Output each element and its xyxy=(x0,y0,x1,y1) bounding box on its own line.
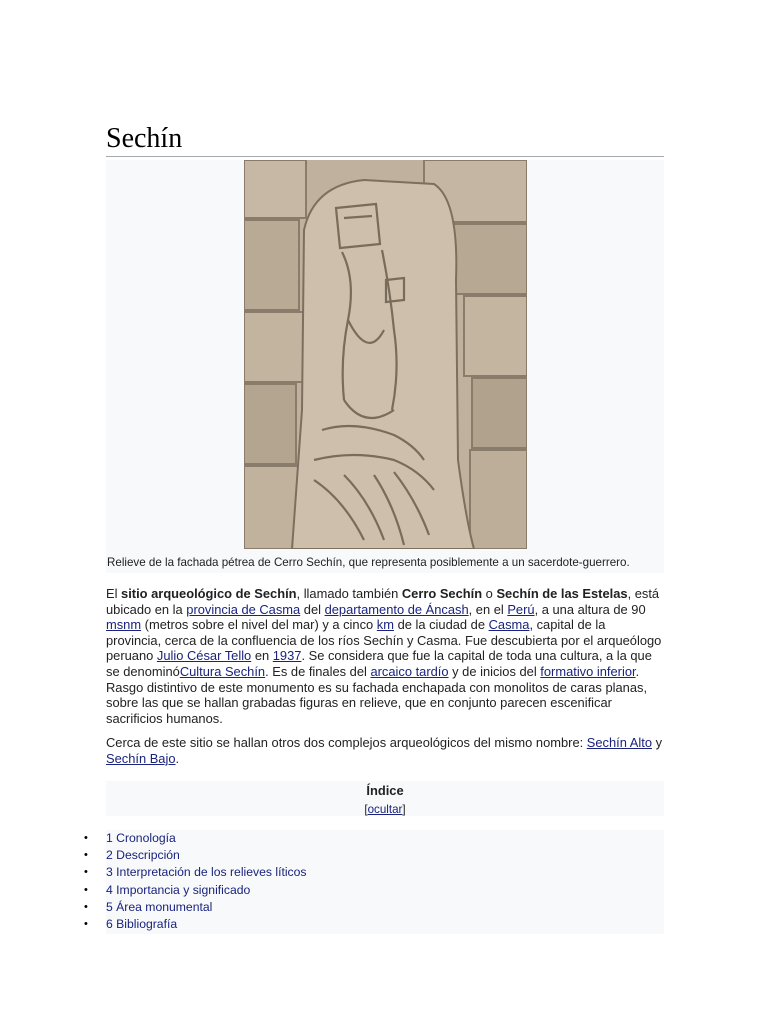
intro-paragraph xyxy=(106,586,664,726)
link-julio-cesar-tello[interactable]: Julio César Tello xyxy=(156,648,252,664)
text: , capital de la provincia, cerca de la confluencia de los ríos Sechín y Casma. Fue descubierta por el arqueólogo peruano xyxy=(106,617,662,664)
bracket: ] xyxy=(402,802,406,816)
link-arcaico-tardio[interactable]: arcaico tardío xyxy=(370,663,449,679)
bold-term: sitio arqueológico de Sechín xyxy=(121,586,297,601)
article xyxy=(106,122,664,816)
text: (metros sobre el nivel del mar) y a cinco xyxy=(141,617,377,633)
bold-term: Sechín de las Estelas xyxy=(496,586,628,601)
toc-list xyxy=(84,830,664,934)
link-formativo-inferior[interactable]: formativo inferior xyxy=(540,663,636,679)
text: . Se considera que fue la capital de toda una cultura, a la que se denominó xyxy=(106,648,652,679)
link-msnm[interactable]: msnm xyxy=(106,617,142,633)
bullet: • xyxy=(84,866,88,879)
text: del xyxy=(300,601,325,617)
text: , en el xyxy=(468,601,508,617)
toc-header xyxy=(106,781,664,816)
link-peru[interactable]: Perú xyxy=(507,601,535,617)
link-sechin-bajo[interactable]: Sechín Bajo xyxy=(106,750,176,766)
bullet: • xyxy=(84,849,88,862)
text: . xyxy=(175,750,180,766)
text: y xyxy=(652,735,663,751)
link-casma[interactable]: Casma xyxy=(488,617,530,633)
text: . Rasgo distintivo de este monumento es su fachada enchapada con monolitos de caras planas, sobre las que se hallan grabadas figuras en relieve, que en conjunto parecen escenificar sacrificios humanos. xyxy=(106,663,648,726)
image-caption: Relieve de la fachada pétrea de Cerro Sechín, que representa posiblemente a un sacerdote-guerrero. xyxy=(107,556,630,569)
toc-item-label: 4 Importancia y significado xyxy=(106,882,251,897)
bold-term: Cerro Sechín xyxy=(401,586,483,601)
bullet: • xyxy=(84,900,88,913)
toc-item[interactable] xyxy=(84,864,664,881)
text: en xyxy=(251,648,273,664)
toc-item-label: 2 Descripción xyxy=(106,848,180,863)
toc-item-label: 6 Bibliografía xyxy=(106,917,178,932)
title-divider xyxy=(106,156,664,157)
page-title: Sechín xyxy=(106,123,183,154)
link-provincia-de-casma[interactable]: provincia de Casma xyxy=(186,601,301,617)
text: , a una altura de 90 xyxy=(534,601,646,617)
toc-item[interactable] xyxy=(84,830,664,847)
toc-title: Índice xyxy=(366,782,404,798)
toc-toggle xyxy=(106,802,664,817)
toc-item-label: 3 Interpretación de los relieves líticos xyxy=(106,865,307,880)
article-figure xyxy=(106,160,664,573)
text: El xyxy=(106,586,122,601)
toc-item[interactable] xyxy=(84,847,664,864)
text: . Es de finales del xyxy=(265,663,371,679)
text: , está ubicado en la xyxy=(106,586,660,617)
link-km[interactable]: km xyxy=(376,617,394,633)
bullet: • xyxy=(84,832,88,844)
bracket: [ xyxy=(364,802,368,816)
toc-item[interactable] xyxy=(84,882,664,899)
second-paragraph xyxy=(106,735,664,766)
link-departamento-de-ancash[interactable]: departamento de Áncash xyxy=(324,601,469,617)
link-1937[interactable]: 1937 xyxy=(272,648,302,664)
text: y de inicios del xyxy=(448,663,541,679)
toc-item[interactable] xyxy=(84,916,664,933)
text: de la ciudad de xyxy=(393,617,489,633)
toc-item[interactable] xyxy=(84,899,664,916)
bullet: • xyxy=(84,918,88,931)
link-cultura-sechin[interactable]: Cultura Sechín xyxy=(179,663,266,679)
text: , llamado también xyxy=(296,586,402,601)
bullet: • xyxy=(84,883,88,896)
toc-item-label: 1 Cronología xyxy=(106,831,176,845)
text: o xyxy=(482,586,497,601)
toc-item-label: 5 Área monumental xyxy=(106,899,213,914)
toc-hide-link[interactable]: ocultar xyxy=(367,802,403,816)
stone-relief-image[interactable] xyxy=(244,160,527,549)
text: Cerca de este sitio se hallan otros dos complejos arqueológicos del mismo nombre: xyxy=(106,735,587,751)
monolith xyxy=(292,180,474,549)
link-sechin-alto[interactable]: Sechín Alto xyxy=(586,735,652,751)
